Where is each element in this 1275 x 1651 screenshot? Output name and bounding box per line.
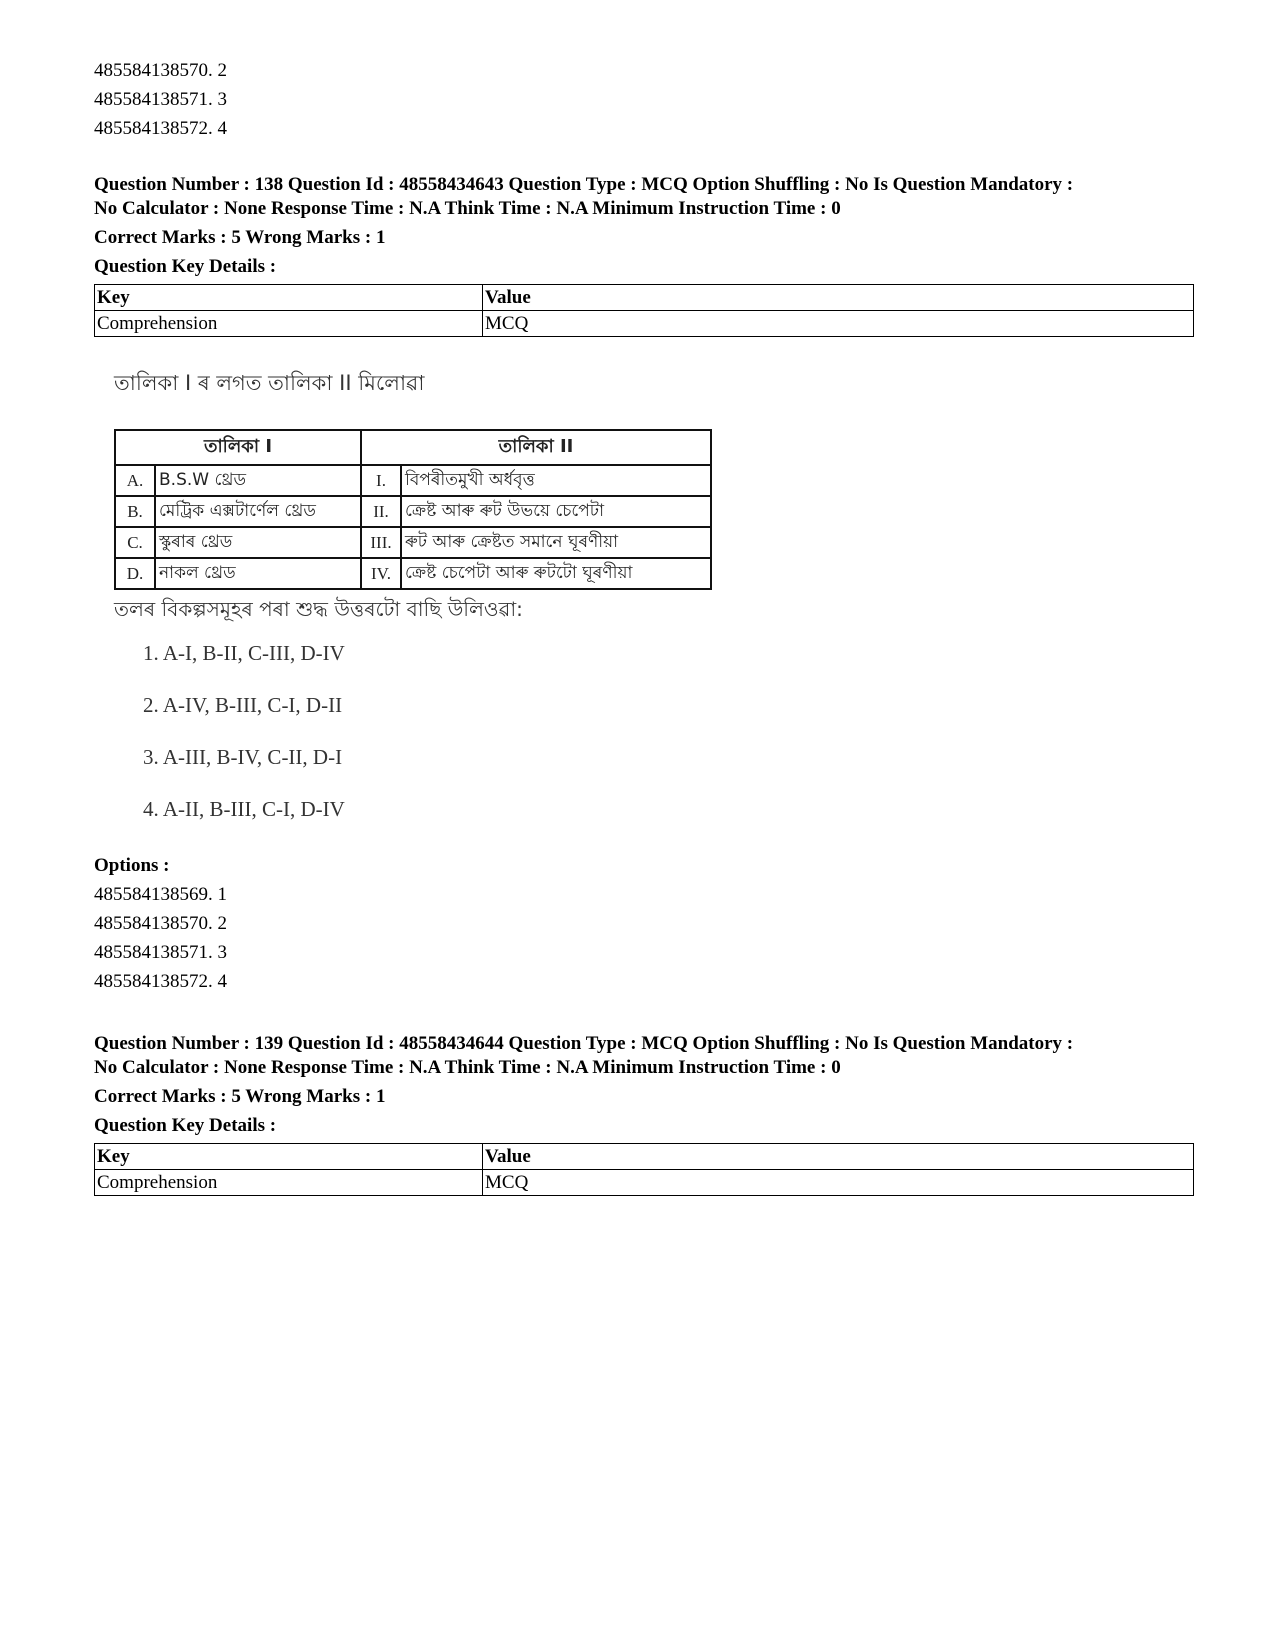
choice-1: 1. A-I, B-II, C-III, D-IV	[143, 641, 345, 665]
question-header-line1: Question Number : 139 Question Id : 48558434644 Question Type : MCQ Option Shuffling : No Is Question Mandatory :	[94, 1033, 1074, 1054]
option-line: 485584138572. 4	[94, 971, 227, 992]
value-header: Value	[483, 285, 1194, 311]
option-line: 485584138570. 2	[94, 60, 227, 81]
choice-2: 2. A-IV, B-III, C-I, D-II	[143, 693, 343, 717]
question-header-line2: No Calculator : None Response Time : N.A Think Time : N.A Minimum Instruction Time : 0	[94, 198, 841, 219]
list2-item: বিপৰীতমুখী অৰ্ধবৃত্ত	[401, 465, 711, 496]
row-letter: D.	[115, 558, 155, 589]
table-row	[95, 311, 1194, 337]
row-numeral: III.	[361, 527, 401, 558]
table-row	[115, 496, 711, 527]
question-138	[94, 173, 1194, 996]
table-row	[115, 430, 711, 465]
document-page	[94, 56, 1194, 1196]
options-label: Options :	[94, 855, 170, 876]
value-header: Value	[483, 1144, 1194, 1170]
table-row	[115, 527, 711, 558]
match-table	[114, 429, 712, 590]
marks-line: Correct Marks : 5 Wrong Marks : 1	[94, 227, 386, 248]
option-line: 485584138570. 2	[94, 913, 227, 934]
row-numeral: IV.	[361, 558, 401, 589]
key-cell: Comprehension	[95, 1170, 483, 1196]
question-header-line1: Question Number : 138 Question Id : 48558434643 Question Type : MCQ Option Shuffling : No Is Question Mandatory :	[94, 174, 1074, 195]
question-image	[94, 355, 734, 853]
key-details-table	[94, 1143, 1194, 1196]
list2-item: ৰুট আৰু ক্ৰেষ্টত সমানে ঘূৰণীয়া	[401, 527, 711, 558]
key-details-label: Question Key Details :	[94, 1115, 277, 1136]
list1-item: মেট্ৰিক এক্সটাৰ্ণেল থ্ৰেড	[155, 496, 361, 527]
table-row	[95, 1144, 1194, 1170]
option-line: 485584138571. 3	[94, 89, 227, 110]
list1-item: স্কুৰাৰ থ্ৰেড	[155, 527, 361, 558]
key-header: Key	[95, 285, 483, 311]
table-row	[95, 1170, 1194, 1196]
question-139	[94, 1032, 1194, 1196]
key-details-table	[94, 284, 1194, 337]
row-letter: B.	[115, 496, 155, 527]
list2-item: ক্ৰেষ্ট আৰু ৰুট উভয়ে চেপেটা	[401, 496, 711, 527]
row-numeral: I.	[361, 465, 401, 496]
key-cell: Comprehension	[95, 311, 483, 337]
list1-item: B.S.W থ্ৰেড	[155, 465, 361, 496]
table-row	[115, 558, 711, 589]
question-header-line2: No Calculator : None Response Time : N.A Think Time : N.A Minimum Instruction Time : 0	[94, 1057, 841, 1078]
list1-header: তালিকা I	[115, 430, 361, 465]
row-numeral: II.	[361, 496, 401, 527]
instruction-text: তালিকা I ৰ লগত তালিকা II মিলোৱা	[114, 371, 425, 395]
row-letter: A.	[115, 465, 155, 496]
select-instruction: তলৰ বিকল্পসমূহৰ পৰা শুদ্ধ উত্তৰটো বাছি উলিওৱা:	[114, 597, 523, 621]
value-cell: MCQ	[483, 311, 1194, 337]
list1-item: নাকল থ্ৰেড	[155, 558, 361, 589]
option-line: 485584138572. 4	[94, 118, 227, 139]
option-line: 485584138571. 3	[94, 942, 227, 963]
key-details-label: Question Key Details :	[94, 256, 277, 277]
row-letter: C.	[115, 527, 155, 558]
table-row	[95, 285, 1194, 311]
key-header: Key	[95, 1144, 483, 1170]
value-cell: MCQ	[483, 1170, 1194, 1196]
choice-3: 3. A-III, B-IV, C-II, D-I	[143, 745, 343, 769]
table-row	[115, 465, 711, 496]
choice-4: 4. A-II, B-III, C-I, D-IV	[143, 797, 345, 821]
option-line: 485584138569. 1	[94, 884, 227, 905]
marks-line: Correct Marks : 5 Wrong Marks : 1	[94, 1086, 386, 1107]
list2-header: তালিকা II	[361, 430, 711, 465]
previous-options	[94, 56, 1194, 143]
list2-item: ক্ৰেষ্ট চেপেটা আৰু ৰুটটো ঘূৰণীয়া	[401, 558, 711, 589]
